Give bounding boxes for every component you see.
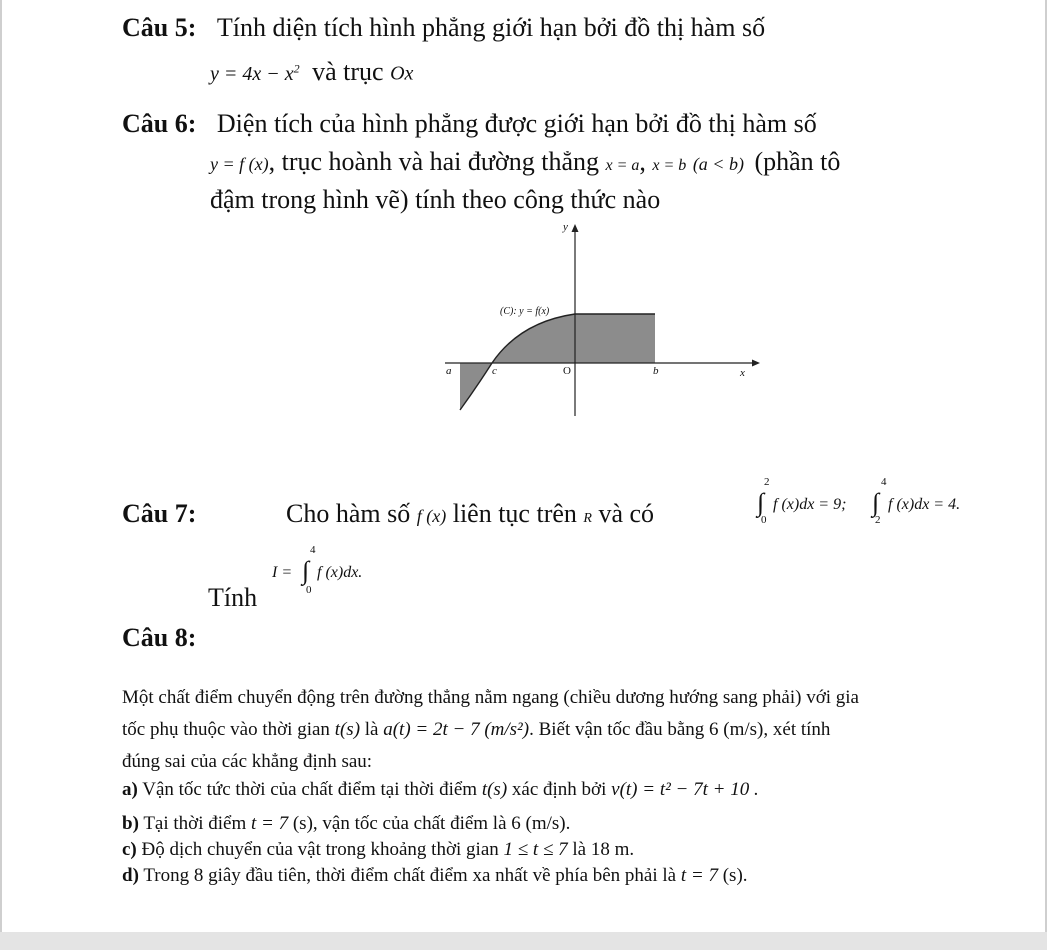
question-5-line1 [122, 12, 765, 44]
question-6-line1 [122, 108, 817, 140]
p1b-v: 6 (m/s) [709, 719, 764, 740]
int1-body: f (x)dx = 9; [773, 496, 847, 513]
statement-d-text: Trong 8 giây đầu tiên, thời điểm chất điểm xa nhất về phía bên phải là [143, 865, 677, 886]
I-body: f (x)dx. [317, 564, 363, 581]
question-7-fx: f (x) [416, 506, 447, 526]
statement-a-label: a) [122, 779, 138, 800]
I-lower: 0 [306, 584, 312, 596]
shaded-region [460, 314, 655, 410]
tick-label-c: c [492, 365, 497, 377]
int2-sign: ∫ [872, 488, 880, 517]
x-axis-arrow [752, 360, 760, 367]
question-7-text: Cho hàm số [286, 499, 411, 528]
question-7-I [272, 544, 432, 604]
question-6-cond: (a < b) [692, 154, 744, 174]
question-6-comma: , [639, 147, 646, 176]
question-6-text2: , trục hoành và hai đường thẳng [268, 147, 599, 176]
statement-c-label: c) [122, 839, 137, 860]
question-5-formula: $y = 4x - x^2$ [210, 61, 300, 85]
statement-c-text2: là 18 m. [572, 839, 635, 860]
y-axis-label: y [563, 221, 568, 233]
question-6-xb: x = b [652, 157, 687, 174]
area-figure [440, 218, 770, 418]
question-7-text2: liên tục trên [452, 499, 577, 528]
int1-lower: 0 [761, 514, 767, 526]
statement-d [122, 862, 748, 890]
question-8-label: Câu 8: [122, 623, 197, 652]
question-5-line2 [210, 52, 413, 90]
statement-c-text: Độ dịch chuyển của vật trong khoảng thời gian [141, 839, 499, 860]
bottom-bar [0, 932, 1047, 950]
statement-b [122, 810, 570, 838]
p1b-text2: là [364, 719, 379, 740]
question-6-text3: (phần tô [754, 147, 841, 176]
statement-b-t: t = 7 [251, 813, 289, 834]
statement-c [122, 836, 634, 864]
p1b-t: t(s) [334, 719, 361, 740]
statement-b-text2: (s), vận tốc của chất điểm là 6 (m/s). [292, 813, 571, 834]
question-8-p1b [122, 716, 830, 744]
question-6-text4: đậm trong hình vẽ) tính theo công thức nào [210, 185, 661, 214]
question-7-label: Câu 7: [122, 499, 197, 528]
y-axis-arrow [572, 224, 579, 232]
I-upper: 4 [310, 544, 316, 556]
question-5-text2: và trục [312, 56, 384, 86]
statement-b-label: b) [122, 813, 139, 834]
question-7-text3: và có [598, 499, 655, 528]
question-7-tinh: Tính [208, 583, 258, 612]
I-sign: ∫ [302, 556, 310, 585]
statement-d-text2: (s). [722, 865, 748, 886]
statement-c-range: 1 ≤ t ≤ 7 [503, 839, 568, 860]
int2-body: f (x)dx = 4. [888, 496, 961, 513]
curve-label: (C): y = f(x) [500, 306, 550, 317]
int2-upper: 4 [881, 476, 887, 488]
question-6-f: y = f (x) [210, 154, 269, 174]
question-8-p1a: Một chất điểm chuyển động trên đường thẳng nằm ngang (chiều dương hướng sang phải) với gia [122, 687, 859, 708]
question-5-axis: Ox [390, 62, 414, 85]
question-5-text: Tính diện tích hình phẳng giới hạn bởi đồ thị hàm số [216, 13, 766, 42]
statement-a-text: Vận tốc tức thời của chất điểm tại thời điểm [142, 779, 478, 800]
int2-lower: 2 [875, 514, 881, 526]
statement-a-v: v(t) = t² − 7t + 10 . [611, 779, 759, 800]
left-border [0, 0, 2, 950]
statement-a-t: t(s) [481, 779, 508, 800]
statement-a [122, 776, 759, 804]
statement-a-text2: xác định bởi [511, 779, 607, 800]
question-6-label: Câu 6: [122, 109, 197, 138]
statement-d-t: t = 7 [680, 865, 718, 886]
tick-label-a: a [446, 365, 452, 377]
question-7-R: R [583, 511, 592, 526]
I-lhs: I = [272, 564, 293, 581]
tick-label-b: b [653, 365, 659, 377]
p1b-text4: , xét tính [763, 719, 831, 740]
question-8-p1c: đúng sai của các khẳng định sau: [122, 751, 373, 772]
statement-d-label: d) [122, 865, 139, 886]
question-6-xa: x = a [605, 157, 640, 174]
p1b-text1: tốc phụ thuộc vào thời gian [122, 719, 330, 740]
tick-label-o: O [563, 365, 571, 377]
question-7-integrals [757, 476, 997, 536]
question-6-line2 [210, 146, 840, 182]
question-7-line1 [286, 498, 654, 535]
p1b-a: a(t) = 2t − 7 (m/s²) [383, 719, 530, 740]
p1b-text3: . Biết vận tốc đầu bằng [529, 719, 705, 740]
x-axis-label: x [740, 367, 745, 379]
statement-b-text: Tại thời điểm [143, 813, 247, 834]
int1-upper: 2 [764, 476, 770, 488]
int1-sign: ∫ [757, 488, 765, 517]
question-6-text: Diện tích của hình phẳng được giới hạn bởi đồ thị hàm số [216, 109, 817, 138]
question-6-line3 [210, 184, 660, 216]
question-5-label: Câu 5: [122, 13, 197, 42]
